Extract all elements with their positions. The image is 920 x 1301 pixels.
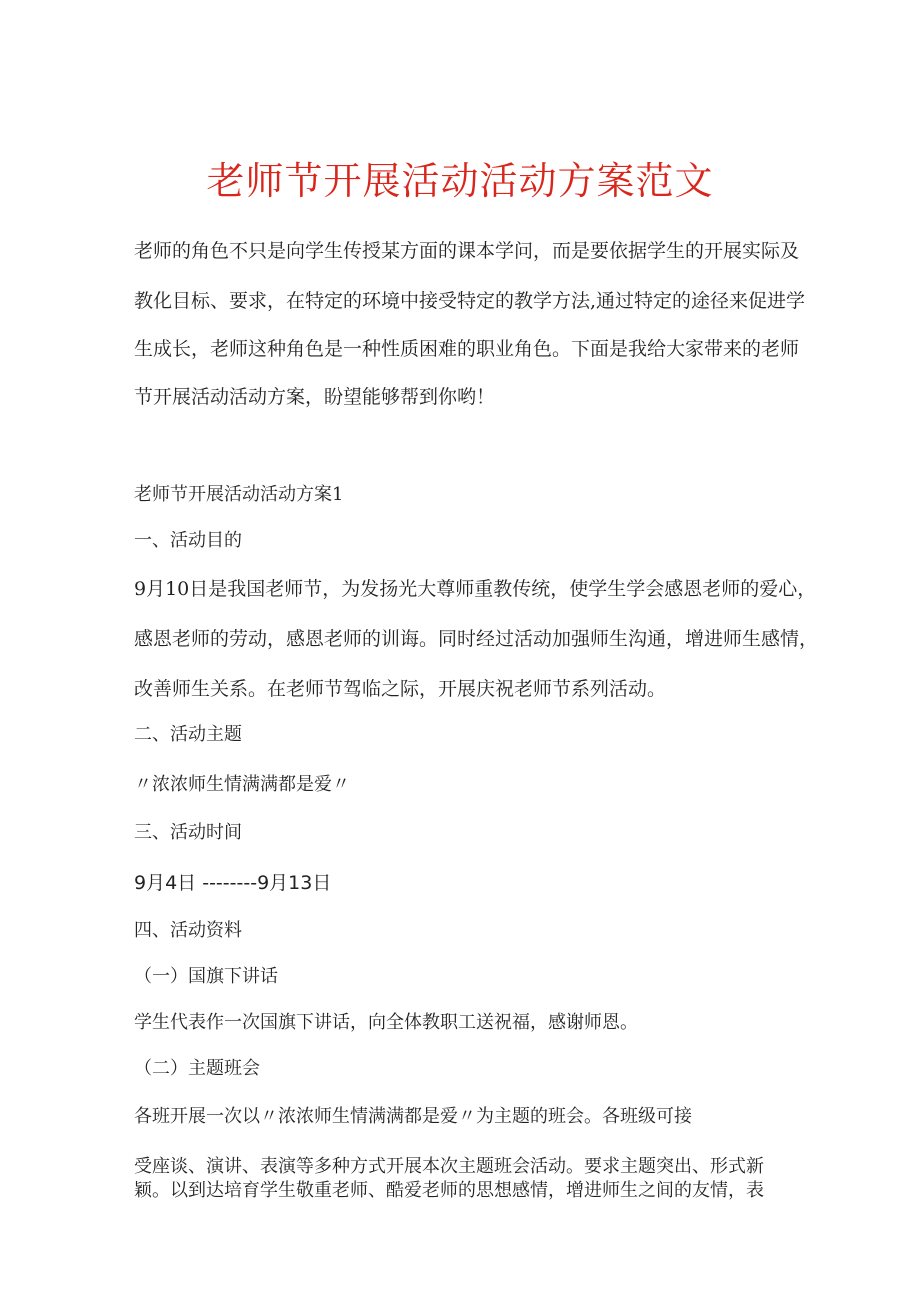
heading-content: 四、活动资料	[134, 920, 242, 941]
time-text: 9月4日 --------9月13日	[134, 872, 332, 894]
document-title: 老师节开展活动活动方案范文	[206, 159, 714, 203]
purpose-line-1: 9月10日是我国老师节，为发扬光大尊师重教传统，使学生学会感恩老师的爱心，	[134, 578, 817, 600]
purpose-line-3: 改善师生关系。在老师节驾临之际，开展庆祝老师节系列活动。	[134, 678, 667, 700]
section-title: 老师节开展活动活动方案1	[134, 484, 344, 505]
class-meeting-line-2: 受座谈、演讲、表演等多种方式开展本次主题班会活动。要求主题突出、形式新	[134, 1156, 764, 1177]
intro-line-3: 生成长，老师这种角色是一种性质困难的职业角色。下面是我给大家带来的老师	[134, 338, 800, 360]
subheading-flag-speech: （一）国旗下讲话	[134, 966, 278, 987]
class-meeting-line-3: 颖。以到达培育学生敬重老师、酷爱老师的思想感情，增进师生之间的友情，表	[134, 1180, 764, 1201]
subheading-class-meeting: （二）主题班会	[134, 1058, 260, 1079]
flag-speech-text: 学生代表作一次国旗下讲话，向全体教职工送祝福，感谢师恩。	[134, 1012, 638, 1033]
intro-line-2: 教化目标、要求，在特定的环境中接受特定的教学方法,通过特定的途径来促进学	[134, 290, 806, 312]
heading-purpose: 一、活动目的	[134, 530, 242, 551]
heading-theme: 二、活动主题	[134, 724, 242, 745]
intro-line-4: 节开展活动活动方案，盼望能够帮到你哟！	[134, 386, 496, 408]
class-meeting-line-1: 各班开展一次以〃浓浓师生情满满都是爱〃为主题的班会。各班级可接	[134, 1106, 692, 1127]
purpose-line-2: 感恩老师的劳动，感恩老师的训诲。同时经过活动加强师生沟通，增进师生感情，	[134, 628, 819, 650]
heading-time: 三、活动时间	[134, 822, 242, 843]
theme-text: 〃浓浓师生情满满都是爱〃	[134, 774, 350, 795]
intro-line-1: 老师的角色不只是向学生传授某方面的课本学问，而是要依据学生的开展实际及	[134, 240, 800, 262]
